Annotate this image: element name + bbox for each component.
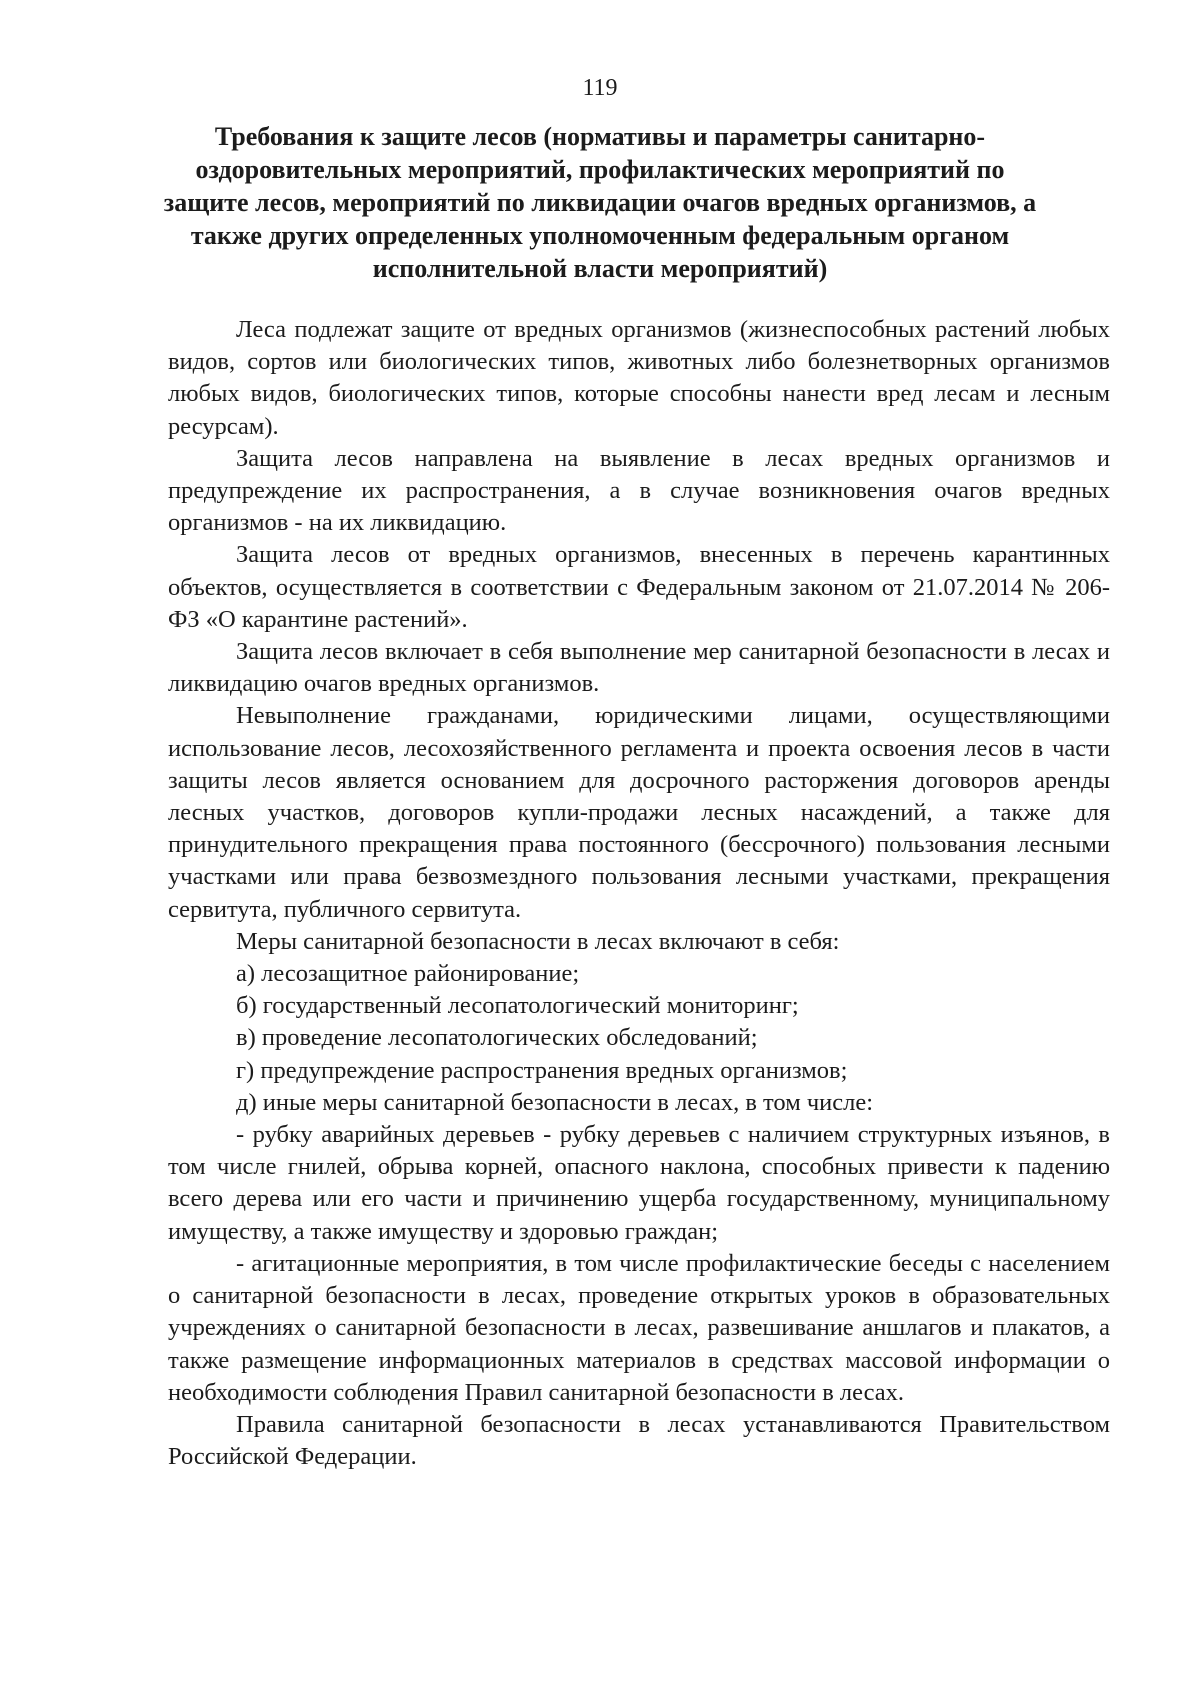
document-body: [168, 314, 1110, 1473]
paragraph-rules-established: Правила санитарной безопасности в лесах устанавливаются Правительством Российской Федерации.: [168, 1410, 1110, 1471]
paragraph-measures-intro: Меры санитарной безопасности в лесах включают в себя:: [236, 927, 840, 955]
paragraph-quarantine: Защита лесов от вредных организмов, внесенных в перечень карантинных объектов, осуществляется в соответствии с Федеральным законом от 21.07.2014 № 206-ФЗ «О карантине растений».: [168, 541, 1110, 633]
document-title: Требования к защите лесов (нормативы и параметры санитарно-оздоровительных мероприятий, профилактических мероприятий по защите лесов, мероприятий по ликвидации очагов вредных организмов, а также других определенных уполномоченным федеральным органом исполнительной власти мероприятий): [163, 122, 1037, 283]
paragraph-non-compliance: Невыполнение гражданами, юридическими лицами, осуществляющими использование лесов, лесохозяйственного регламента и проекта освоения лесов в части защиты лесов является основанием для досрочного расторжения договоров аренды лесных участков, договоров купли-продажи лесных насаждений, а также для принудительного прекращения права постоянного (бессрочного) пользования лесными участками или права безвозмездного пользования лесными участками, прекращения сервитута, публичного сервитута.: [168, 702, 1110, 923]
list-item-v: в) проведение лесопатологических обследований;: [236, 1024, 758, 1052]
paragraph-protection-includes: Защита лесов включает в себя выполнение мер санитарной безопасности в лесах и ликвидацию очагов вредных организмов.: [168, 638, 1110, 698]
paragraph-forest-protection: Леса подлежат защите от вредных организмов (жизнеспособных растений любых видов, сортов или биологических типов, животных либо болезнетворных организмов любых видов, биологических типов, которые способны нанести вред лесам и лесным ресурсам).: [168, 316, 1110, 440]
sub-item-campaign-events: - агитационные мероприятия, в том числе профилактические беседы с населением о санитарной безопасности в лесах, проведение открытых уроков в образовательных учреждениях о санитарной безопасности в лесах, развешивание аншлагов и плакатов, а также размещение информационных материалов в средствах массовой информации о необходимости соблюдения Правил санитарной безопасности в лесах.: [168, 1249, 1110, 1406]
page-number: 119: [582, 75, 618, 101]
list-item-d: д) иные меры санитарной безопасности в лесах, в том числе:: [236, 1088, 874, 1116]
list-item-b: б) государственный лесопатологический мониторинг;: [236, 992, 799, 1020]
list-item-g: г) предупреждение распространения вредных организмов;: [236, 1056, 848, 1084]
paragraph-protection-purpose: Защита лесов направлена на выявление в лесах вредных организмов и предупреждение их распространения, а в случае возникновения очагов вредных организмов - на их ликвидацию.: [168, 444, 1110, 537]
sub-item-emergency-trees: - рубку аварийных деревьев - рубку деревьев с наличием структурных изъянов, в том числе гнилей, обрыва корней, опасного наклона, способных привести к падению всего дерева или его части и причинению ущерба государственному, муниципальному имуществу, а также имуществу и здоровью граждан;: [168, 1121, 1110, 1245]
list-item-a: а) лесозащитное районирование;: [236, 960, 580, 988]
